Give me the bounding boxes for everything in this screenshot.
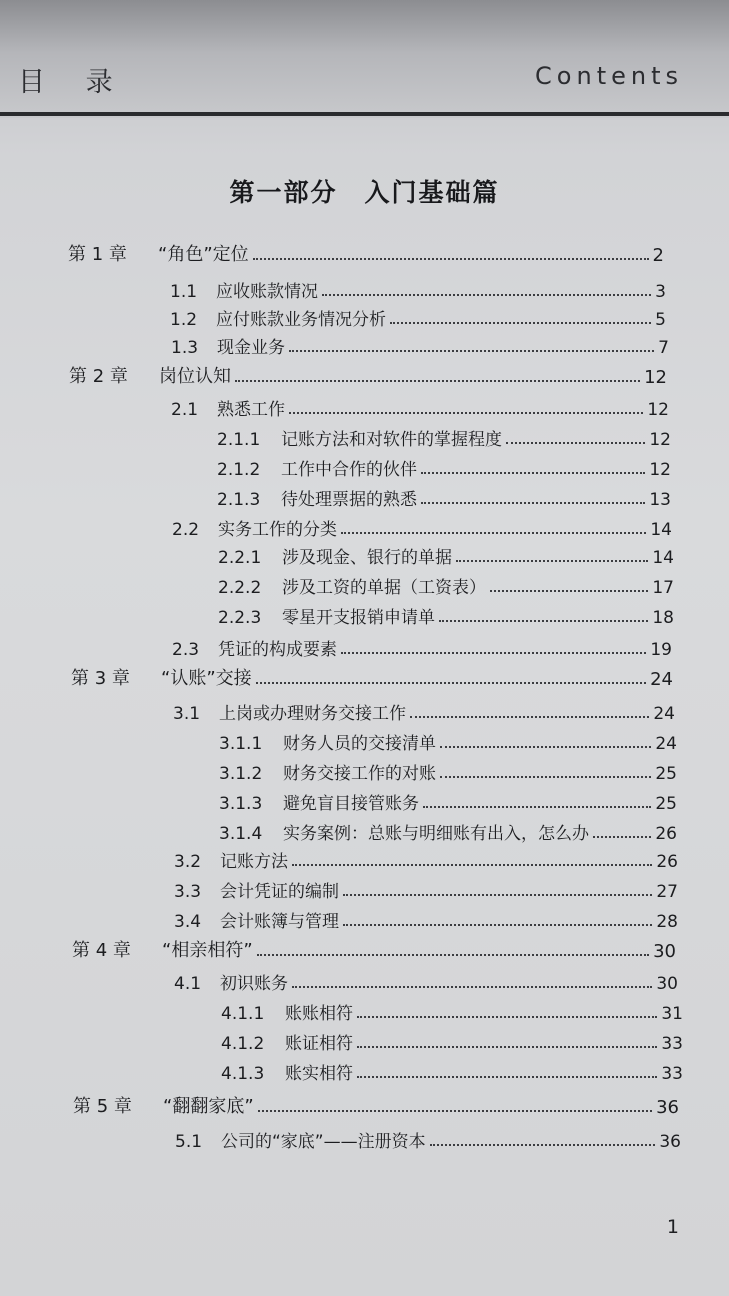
header-title-en: Contents bbox=[535, 62, 683, 90]
toc-page: 25 bbox=[655, 764, 677, 784]
toc-page: 14 bbox=[652, 548, 674, 568]
toc-number: 3.4 bbox=[174, 912, 202, 932]
toc-subsection bbox=[217, 424, 671, 450]
toc-leader bbox=[292, 986, 652, 988]
toc-title: 上岗或办理财务交接工作 bbox=[219, 704, 406, 724]
toc-page: 3 bbox=[655, 282, 666, 302]
toc-leader bbox=[430, 1144, 656, 1146]
toc-number: 3.1.1 bbox=[219, 734, 263, 754]
toc-leader bbox=[258, 1110, 652, 1112]
toc-number: 4.1.1 bbox=[221, 1004, 265, 1024]
toc-subsection bbox=[218, 602, 674, 628]
toc-number: 3.3 bbox=[174, 882, 202, 902]
toc-number: 4.1 bbox=[174, 974, 202, 994]
toc-page: 30 bbox=[656, 974, 678, 994]
toc-leader bbox=[490, 590, 648, 592]
toc-number: 3.1.2 bbox=[219, 764, 263, 784]
toc-subsection bbox=[219, 818, 677, 844]
toc-title: 会计账簿与管理 bbox=[220, 912, 339, 932]
toc-title: 记账方法和对软件的掌握程度 bbox=[281, 430, 502, 450]
toc-chapter bbox=[68, 240, 664, 266]
toc-section bbox=[175, 1126, 681, 1152]
toc-subsection bbox=[218, 542, 674, 568]
toc-subsection bbox=[221, 1058, 683, 1084]
toc-leader bbox=[343, 894, 652, 896]
toc-title: 岗位认知 bbox=[159, 366, 231, 387]
toc-page: 24 bbox=[655, 734, 677, 754]
toc-page: 12 bbox=[647, 400, 669, 420]
toc-section bbox=[172, 514, 672, 540]
toc-page: 12 bbox=[644, 367, 667, 388]
toc-number: 2.2.2 bbox=[218, 578, 262, 598]
toc-title: 凭证的构成要素 bbox=[218, 640, 337, 660]
toc-number: 2.2.1 bbox=[218, 548, 262, 568]
toc-number: 第 3 章 bbox=[71, 668, 130, 689]
toc-number: 4.1.2 bbox=[221, 1034, 265, 1054]
toc-number: 2.1 bbox=[171, 400, 199, 420]
toc-page: 25 bbox=[655, 794, 677, 814]
toc-page: 31 bbox=[661, 1004, 683, 1024]
toc-number: 1.2 bbox=[170, 310, 198, 330]
toc-leader bbox=[390, 322, 651, 324]
toc-page: 26 bbox=[655, 824, 677, 844]
toc-leader bbox=[292, 864, 652, 866]
toc-leader bbox=[440, 776, 651, 778]
toc-leader bbox=[506, 442, 645, 444]
toc-title: 财务人员的交接清单 bbox=[283, 734, 436, 754]
toc-title: 涉及现金、银行的单据 bbox=[282, 548, 452, 568]
toc-number: 3.2 bbox=[174, 852, 202, 872]
toc-section bbox=[171, 332, 669, 358]
toc-leader bbox=[423, 806, 651, 808]
toc-page: 30 bbox=[653, 941, 676, 962]
toc-page: 28 bbox=[656, 912, 678, 932]
toc-leader bbox=[253, 258, 649, 260]
toc-page: 14 bbox=[650, 520, 672, 540]
toc-title: “角色”定位 bbox=[158, 244, 249, 265]
toc-subsection bbox=[219, 728, 677, 754]
toc-page: 7 bbox=[658, 338, 669, 358]
toc-section bbox=[174, 846, 678, 872]
toc-subsection bbox=[219, 758, 677, 784]
toc-title: “认账”交接 bbox=[161, 668, 252, 689]
toc-number: 2.1.1 bbox=[217, 430, 261, 450]
toc-subsection bbox=[217, 454, 671, 480]
toc-page: 5 bbox=[655, 310, 666, 330]
toc-leader bbox=[357, 1076, 657, 1078]
toc-title: 待处理票据的熟悉 bbox=[281, 490, 417, 510]
toc-chapter bbox=[69, 362, 667, 388]
toc-leader bbox=[439, 620, 648, 622]
toc-chapter bbox=[71, 664, 673, 690]
toc-page: 27 bbox=[656, 882, 678, 902]
toc-section bbox=[173, 698, 675, 724]
toc-leader bbox=[289, 412, 643, 414]
toc-subsection bbox=[219, 788, 677, 814]
toc-page: 12 bbox=[649, 460, 671, 480]
toc-leader bbox=[322, 294, 651, 296]
header-title-zh: 目 录 bbox=[18, 67, 129, 98]
toc-number: 2.1.2 bbox=[217, 460, 261, 480]
toc-subsection bbox=[217, 484, 671, 510]
toc-page: 26 bbox=[656, 852, 678, 872]
toc-leader bbox=[421, 502, 645, 504]
toc-number: 第 2 章 bbox=[69, 366, 128, 387]
toc-leader bbox=[341, 652, 646, 654]
toc-number: 第 1 章 bbox=[68, 244, 127, 265]
toc-number: 第 5 章 bbox=[73, 1096, 132, 1117]
toc-number: 1.1 bbox=[170, 282, 198, 302]
toc-page: 36 bbox=[656, 1097, 679, 1118]
toc-number: 3.1 bbox=[173, 704, 201, 724]
toc-title: 零星开支报销申请单 bbox=[282, 608, 435, 628]
toc-page: 36 bbox=[659, 1132, 681, 1152]
toc-title: 应付账款业务情况分析 bbox=[216, 310, 386, 330]
toc-title: 熟悉工作 bbox=[217, 400, 285, 420]
toc-chapter bbox=[73, 1092, 679, 1118]
toc-number: 2.2.3 bbox=[218, 608, 262, 628]
toc-title: 实务案例：总账与明细账有出入，怎么办 bbox=[283, 824, 589, 844]
toc-section bbox=[171, 394, 669, 420]
toc-section bbox=[174, 876, 678, 902]
toc-leader bbox=[257, 954, 649, 956]
toc-leader bbox=[256, 682, 646, 684]
toc-title: 会计凭证的编制 bbox=[220, 882, 339, 902]
toc-section bbox=[170, 304, 666, 330]
toc-title: 应收账款情况 bbox=[216, 282, 318, 302]
toc-subsection bbox=[221, 1028, 683, 1054]
toc-leader bbox=[421, 472, 645, 474]
toc-section bbox=[174, 906, 678, 932]
toc-page: 18 bbox=[652, 608, 674, 628]
toc-leader bbox=[440, 746, 651, 748]
toc-section bbox=[170, 276, 666, 302]
toc-title: 现金业务 bbox=[217, 338, 285, 358]
toc-page: 19 bbox=[650, 640, 672, 660]
toc-title: 涉及工资的单据（工资表） bbox=[282, 578, 486, 598]
toc-title: 实务工作的分类 bbox=[218, 520, 337, 540]
toc-number: 5.1 bbox=[175, 1132, 203, 1152]
toc-title: 公司的“家底”——注册资本 bbox=[221, 1132, 426, 1152]
toc-title: 记账方法 bbox=[220, 852, 288, 872]
toc-title: “翻翻家底” bbox=[163, 1096, 254, 1117]
toc-section bbox=[174, 968, 678, 994]
toc-subsection bbox=[221, 998, 683, 1024]
toc-number: 3.1.4 bbox=[219, 824, 263, 844]
toc-title: 避免盲目接管账务 bbox=[283, 794, 419, 814]
toc-leader bbox=[456, 560, 648, 562]
toc-page: 17 bbox=[652, 578, 674, 598]
toc-title: 账证相符 bbox=[285, 1034, 353, 1054]
toc-page: 33 bbox=[661, 1064, 683, 1084]
toc-title: 工作中合作的伙伴 bbox=[281, 460, 417, 480]
toc-page: 24 bbox=[653, 704, 675, 724]
toc-page: 2 bbox=[652, 245, 664, 266]
toc-title: 账实相符 bbox=[285, 1064, 353, 1084]
toc-page: 24 bbox=[650, 669, 673, 690]
toc-number: 4.1.3 bbox=[221, 1064, 265, 1084]
toc-title: 初识账务 bbox=[220, 974, 288, 994]
part-title: 第一部分 入门基础篇 bbox=[229, 178, 500, 207]
toc-number: 2.3 bbox=[172, 640, 200, 660]
toc-leader bbox=[357, 1016, 657, 1018]
toc-page: 13 bbox=[649, 490, 671, 510]
toc-leader bbox=[357, 1046, 657, 1048]
toc-leader bbox=[410, 716, 649, 718]
toc-number: 2.1.3 bbox=[217, 490, 261, 510]
header-rule bbox=[0, 112, 729, 116]
page-top-shadow bbox=[0, 0, 729, 118]
toc-page: 33 bbox=[661, 1034, 683, 1054]
toc-subsection bbox=[218, 572, 674, 598]
toc-page: 12 bbox=[649, 430, 671, 450]
toc-number: 3.1.3 bbox=[219, 794, 263, 814]
toc-title: “相亲相符” bbox=[162, 940, 253, 961]
toc-chapter bbox=[72, 936, 676, 962]
toc-number: 第 4 章 bbox=[72, 940, 131, 961]
toc-leader bbox=[343, 924, 652, 926]
toc-number: 2.2 bbox=[172, 520, 200, 540]
toc-number: 1.3 bbox=[171, 338, 199, 358]
toc-leader bbox=[341, 532, 646, 534]
page-number: 1 bbox=[666, 1216, 679, 1238]
toc-title: 财务交接工作的对账 bbox=[283, 764, 436, 784]
toc-leader bbox=[289, 350, 654, 352]
toc-title: 账账相符 bbox=[285, 1004, 353, 1024]
toc-leader bbox=[593, 836, 651, 838]
toc-section bbox=[172, 634, 672, 660]
toc-leader bbox=[235, 380, 640, 382]
